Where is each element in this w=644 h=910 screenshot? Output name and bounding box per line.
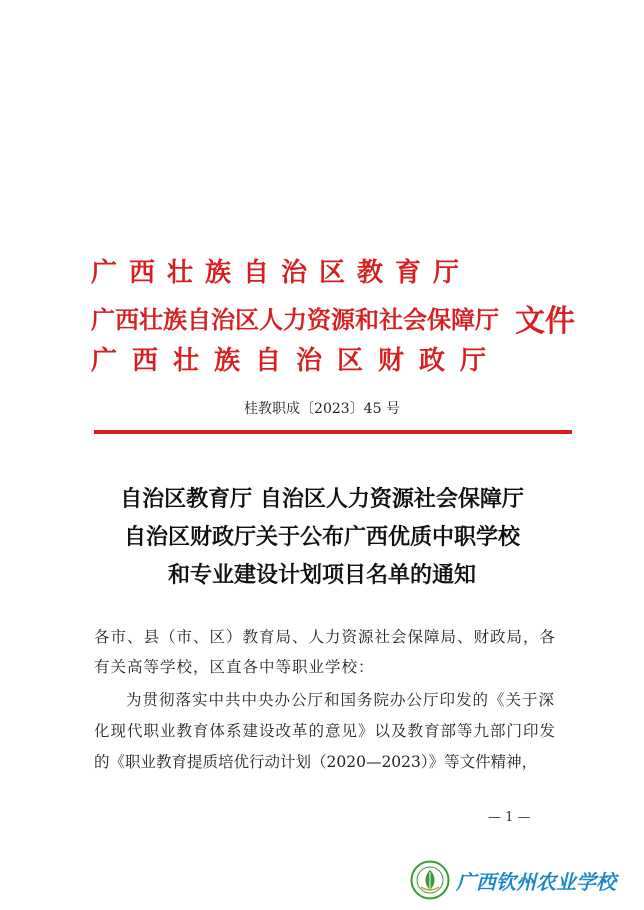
watermark	[410, 858, 616, 902]
document-title-line-2: 自治区财政厅关于公布广西优质中职学校	[123, 524, 520, 550]
document-number: 桂教职成〔2023〕45 号	[244, 401, 400, 417]
issuer-finance-dept: 广西壮族自治区财政厅	[91, 346, 502, 376]
issuer-education-dept: 广西壮族自治区教育厅	[91, 258, 472, 288]
issuer-hr-social-security-dept: 广西壮族自治区人力资源和社会保障厅	[91, 305, 499, 334]
school-emblem-icon	[410, 860, 450, 900]
body-text-line: 为贯彻落实中共中央办公厅和国务院办公厅印发的《关于深	[126, 691, 556, 709]
body-text-line: 化现代职业教育体系建设改革的意见》以及教育部等九部门印发	[94, 722, 557, 740]
body-text-line: 各市、县（市、区）教育局、人力资源社会保障局、财政局，各	[94, 628, 557, 646]
header-red-divider	[94, 430, 572, 434]
watermark-text: 广西钦州农业学校	[456, 869, 616, 894]
document-type-label: 文件	[515, 304, 575, 339]
body-text-line: 有关高等学校，区直各中等职业学校：	[94, 658, 375, 676]
page-number: — 1 —	[488, 810, 531, 825]
document-title-line-1: 自治区教育厅 自治区人力资源社会保障厅	[120, 486, 524, 512]
body-text-line: 的《职业教育提质培优行动计划（2020—2023）》等文件精神，	[94, 753, 538, 771]
document-title-line-3: 和专业建设计划项目名单的通知	[167, 562, 476, 588]
